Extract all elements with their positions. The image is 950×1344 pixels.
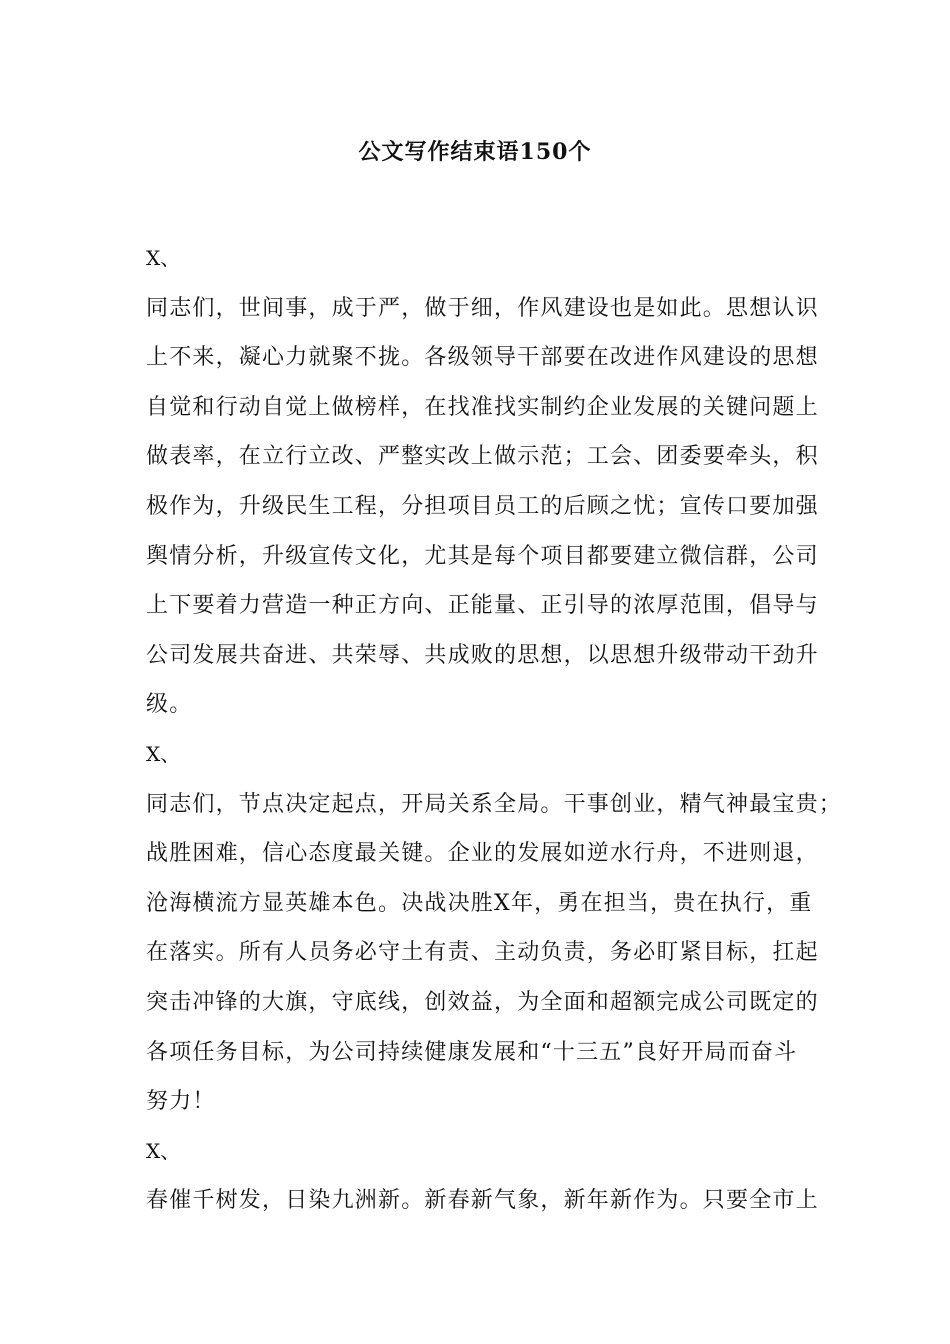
paragraph-line: 春催千树发，日染九洲新。新春新气象，新年新作为。只要全市上 [146, 1188, 819, 1214]
document-body [146, 234, 843, 1226]
document-title: 公文写作结束语150个 [358, 139, 592, 165]
paragraph-line: 级。 [146, 692, 193, 718]
paragraph-line: 在落实。所有人员务必守土有责、主动负责，务必盯紧目标，扛起 [146, 940, 819, 966]
paragraph-line: 战胜困难，信心态度最关键。企业的发展如逆水行舟，不进则退， [146, 841, 819, 867]
paragraph-line: 公司发展共奋进、共荣辱、共成败的思想，以思想升级带动干劲升 [146, 642, 819, 668]
paragraph-line: 极作为，升级民生工程，分担项目员工的后顾之忧；宣传口要加强 [146, 493, 819, 519]
paragraph-line: 上下要着力营造一种正方向、正能量、正引导的浓厚范围，倡导与 [146, 593, 819, 619]
paragraph-line: 上不来，凝心力就聚不拢。各级领导干部要在改进作风建设的思想 [146, 345, 819, 371]
paragraph-line: 舆情分析，升级宣传文化，尤其是每个项目都要建立微信群，公司 [146, 543, 819, 569]
paragraph-line: 做表率，在立行立改、严整实改上做示范；工会、团委要牵头，积 [146, 444, 819, 470]
paragraph-line: 同志们，节点决定起点，开局关系全局。干事创业，精气神最宝贵； [146, 791, 843, 817]
section-marker: X、 [146, 1138, 181, 1163]
paragraph-line: 各项任务目标，为公司持续健康发展和“十三五”良好开局而奋斗 [146, 1039, 798, 1065]
paragraph-line: 努力！ [146, 1089, 216, 1115]
section-marker: X、 [146, 741, 181, 766]
section-marker: X、 [146, 246, 181, 270]
paragraph-line: 同志们，世间事，成于严，做于细，作风建设也是如此。思想认识 [146, 295, 819, 321]
paragraph-line: 沧海横流方显英雄本色。决战决胜X年，勇在担当，贵在执行，重 [146, 890, 813, 916]
paragraph-line: 突击冲锋的大旗，守底线，创效益，为全面和超额完成公司既定的 [146, 989, 819, 1015]
paragraph-line: 自觉和行动自觉上做榜样，在找准找实制约企业发展的关键问题上 [146, 394, 819, 420]
